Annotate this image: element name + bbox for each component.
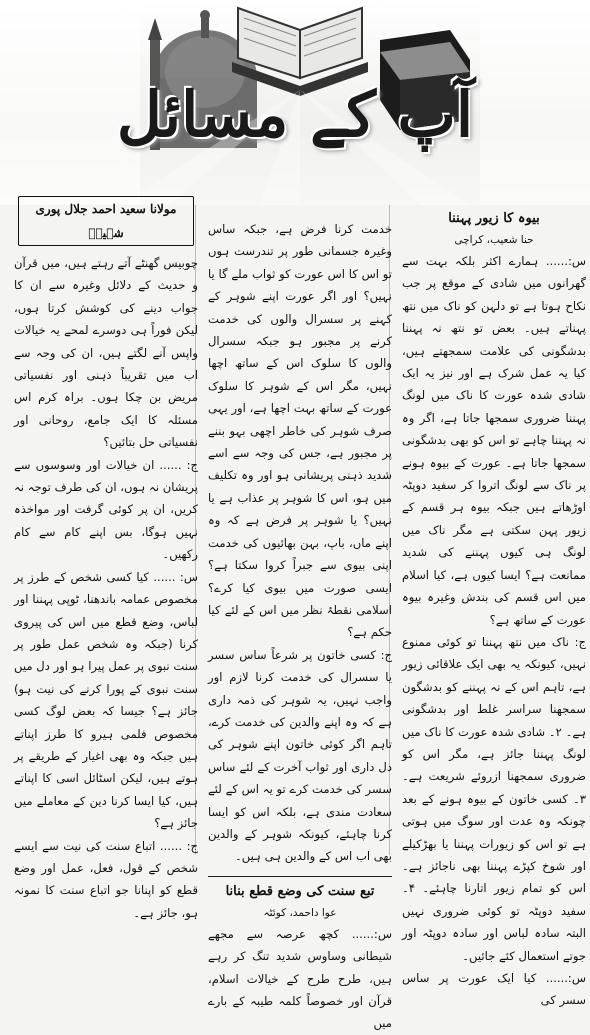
article-columns <box>4 188 586 1031</box>
question-paragraph: س:...... کیا ایک عورت پر ساس سسر کی <box>402 971 586 1008</box>
article-byline: حنا شعیب، کراچی <box>454 234 534 246</box>
question-paragraph: س: ...... کیا کسی شخص کے طرز پر مخصوص عمامہ باندھنا، ٹوپی پہننا اور لباس، وضع قطع میں اس کی پیروی کرنا (جبکہ وہ شخص عمل طور پر سنت نبوی پر عمل پیرا ہو اور دل میں سنت نبوی کے پورا کرنے کی نیت ہو) جائز ہے؟ جیسا کہ بعض لوگ کسی مخصوص فلمی ہیرو کا طرز اپناتے ہیں جبکہ وہ بھی اغیار کے طریقے پر ہوتے ہیں، لیکن اسٹائل اسی کا اپناتے ہیں، کیا ایسا کرنا دین کے معاملے میں جائز ہے؟ <box>14 569 198 831</box>
masthead-title: آپ کے مسائل <box>116 78 474 151</box>
author-name-box: مولانا سعید احمد جلال پوری شہیدؒ <box>18 196 194 246</box>
answer-paragraph: ج: ...... اتباع سنت کی نیت سے ایسے شخص کے قول، فعل، عمل اور وضع قطع کو اپنانا جو اتباع سنت کا نمونہ ہو، جائز ہے۔ <box>14 838 198 920</box>
column-middle <box>208 188 392 1031</box>
question-paragraph: س:...... کچھ عرصہ سے مجھے شیطانی وساوس شدید تنگ کر رہے ہیں، طرح طرح کے خیالات اسلام، قرآن اور خصوصاً کلمہ طیبہ کے بارے میں <box>208 926 392 1031</box>
article-byline: عوا داحمد، کوئٹہ <box>263 906 337 919</box>
section-divider <box>208 876 392 877</box>
article-title: تبع سنت کی وضع قطع بنانا <box>225 883 375 899</box>
column-right <box>402 188 586 1008</box>
question-paragraph: س:...... ہمارے اکثر بلکہ بہت سے گھرانوں میں شادی کے موقع پر جب نکاح ہوتا ہے تو دلہن کو ناک میں نتھ پہناتے ہیں۔ بعض تو نتھ نہ پہننا بدشگونی کی علامت سمجھتے ہیں، کیا یہ عمل شرک ہے اور نیز یہ ایک شادی شدہ عورت کا ناک میں لونگ پہننا ضروری سمجھا جاتا ہے، اگر وہ نہ پہننا چاہے تو اس کو بھی بدشگونی سمجھا جاتا ہے۔ عورت کے بیوہ ہونے پر ناک سے لونگ اتروا کر سفید دوپٹہ اوڑھاتے ہیں جبکہ بیوہ ہر قسم کے زیور پہن سکتی ہے مگر ناک میں لونگ ہی کیوں پہننے کی شدید ممانعت ہے؟ ایسا کیوں ہے، کیا اسلام میں اس قسم کی بندش وغیرہ بیوہ عورت کے ساتھ ہے؟ <box>402 254 586 627</box>
article-title: بیوہ کا زیور پہننا <box>448 211 540 226</box>
question-paragraph: خدمت کرنا فرض ہے، جبکہ ساس وغیرہ جسمانی طور پر تندرست ہوں تو اس کا اس عورت کو ثواب ملے گا یا نہیں؟ اور اگر عورت اپنے شوہر کے کہنے پر سسرال والوں کی خدمت کرنے پر مجبور ہو جبکہ سسرال والوں کا سلوک اس کے ساتھ اچھا نہیں، مگر اس کے شوہر کا سلوک عورت کے ساتھ بہت اچھا ہے، اور یہی صرف شوہر کی خاطر اچھی بہو بننے پر مجبور ہے، جس کی وجہ سے اسے شدید ذہنی پریشانی ہو اور وہ تکلیف میں ہو، اس کا شوہر پر عذاب ہے یا نہیں؟ یا شوہر پر فرض ہے کہ وہ اپنے ماں، باپ، بہن بھائیوں کی خدمت اپنی بیوی سے جبراً کروا سکتا ہے؟ ایسی صورت میں بیوی کیا کرے؟ اسلامی نقطۂ نظر میں اس کے لئے کیا حکم ہے؟ <box>208 222 392 640</box>
answer-paragraph: ج: ناک میں نتھ پہننا تو کوئی ممنوع نہیں، کیونکہ یہ بھی ایک علاقائی زیور ہے، تاہم اس کے نہ پہننے کو بدشگون سمجھنا سراسر غلط اور بدشگونی ہے۔ ۲۔ شادی شدہ عورت کا ناک میں لونگ پہننا جائز ہے، مگر اس کو ضروری سمجھنا ازروئے شریعت ہے۔ ۳۔ کسی خاتون کے بیوہ ہونے کے بعد چونکہ وہ عدت اور سوگ میں ہوتی ہے تو اس کو زیورات پہننا یا بھڑکیلے اور شوخ کپڑے پہننا بھی ناجائز ہے۔ اس کو تمام زیور اتارنا چاہئے۔ ۴۔ سفید دوپٹہ تو کوئی ضروری نہیں البتہ سادہ لباس اور سادہ دوپٹہ اور جوتے استعمال کئے جائیں۔ <box>402 634 586 963</box>
masthead-banner <box>0 0 590 205</box>
question-paragraph: چوبیس گھنٹے آتے رہتے ہیں، میں قرآن و حدیث کے دلائل وغیرہ سے ان کا جواب دینے کی کوشش کرتا ہوں، لیکن فوراً ہی دوسرے لمحے یہ خیالات واپس آنے لگتے ہیں، ان کی وجہ سے اب میں تقریباً ذہنی اور نفسیاتی مریض بن چکا ہوں۔ براہ کرم اس مسئلہ کا ایک جامع، روحانی اور نفسیاتی حل بتائیں؟ <box>14 256 198 450</box>
answer-paragraph: ج: کسی خاتون پر شرعاً ساس سسر یا سسرال کی خدمت کرنا لازم اور واجب نہیں، یہ شوہر کی ذمہ داری ہے کہ وہ اپنے والدین کی خدمت کرے، تاہم اگر کوئی خاتون اپنے شوہر کی دل داری اور ثواب آخرت کے لئے ساس سسر کی خدمت کرے تو یہ اس کے لئے سعادت مندی ہے، بلکہ اس کو ایسا کرنا چاہئے، کیونکہ شوہر کے والدین بھی اب اس کے والدین ہی ہیں۔ <box>208 647 392 864</box>
column-left <box>14 188 198 920</box>
answer-paragraph: ج: ...... ان خیالات اور وسوسوں سے پریشان نہ ہوں، ان کی طرف توجہ نہ کریں، ان پر کوئی گرفت اور مواخذہ نہیں ہوگا، بس اپنے کام سے کام رکھیں۔ <box>14 457 198 562</box>
